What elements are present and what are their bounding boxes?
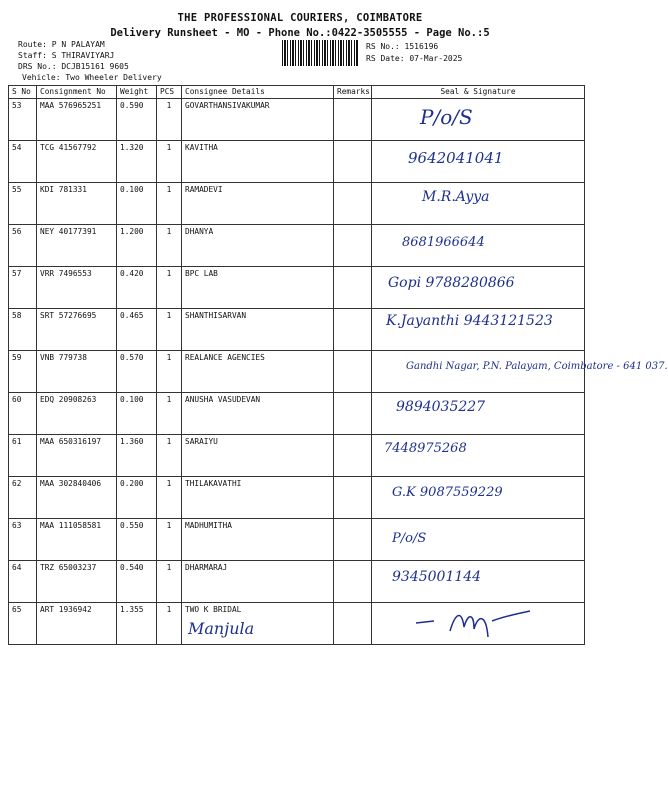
cell-text: TRZ 65003237: [40, 563, 97, 572]
cell-text: MAA 650316197: [40, 437, 102, 446]
col-consignee: Consignee Details: [182, 86, 334, 99]
signature-cell: [372, 561, 585, 603]
sno-cell: [9, 99, 37, 141]
sno-cell: [9, 183, 37, 225]
sno-cell: [9, 393, 37, 435]
consignment-cell: [37, 351, 117, 393]
sno-cell: [9, 435, 37, 477]
rs-number: RS No.: 1516196: [366, 42, 439, 51]
remarks-cell: [334, 99, 372, 141]
remarks-cell: [334, 183, 372, 225]
cell-text: 59: [12, 353, 22, 362]
consignee-cell: [182, 225, 334, 267]
remarks-cell: [334, 477, 372, 519]
consignment-cell: [37, 435, 117, 477]
cell-text: 0.100: [120, 395, 144, 404]
cell-text: 1: [166, 437, 172, 446]
cell-text: 65: [12, 605, 22, 614]
signature-cell: [372, 225, 585, 267]
remarks-cell: [334, 393, 372, 435]
cell-text: MAA 111058581: [40, 521, 102, 530]
table-row: [9, 435, 585, 477]
cell-text: 0.200: [120, 479, 144, 488]
cell-text: BPC LAB: [185, 269, 218, 278]
barcode: [282, 40, 358, 66]
consignment-cell: [37, 603, 117, 645]
handwritten-signature: 9642041041: [408, 149, 504, 167]
cell-text: 1: [166, 479, 172, 488]
consignee-cell: [182, 603, 334, 645]
rs-date: RS Date: 07-Mar-2025: [366, 54, 463, 63]
cell-text: 1.320: [120, 143, 144, 152]
pcs-cell: [157, 225, 182, 267]
consignee-cell: [182, 309, 334, 351]
pcs-cell: [157, 477, 182, 519]
cell-text: 0.590: [120, 101, 144, 110]
consignee-cell: [182, 393, 334, 435]
remarks-cell: [334, 225, 372, 267]
cell-text: 55: [12, 185, 22, 194]
handwritten-signature: M.R.Ayya: [422, 189, 490, 205]
staff-label: Staff: S THIRAVIYARJ: [18, 51, 115, 60]
signature-cell: [372, 267, 585, 309]
cell-text: 58: [12, 311, 22, 320]
handwritten-signature: Gandhi Nagar, P.N. Palayam, Coimbatore - 641 037.: [406, 361, 668, 372]
pcs-cell: [157, 351, 182, 393]
runsheet-title: Delivery Runsheet - MO - Phone No.:0422-3505555 - Page No.:5: [110, 27, 490, 39]
cell-text: 0.570: [120, 353, 144, 362]
signature-cell: [372, 183, 585, 225]
cell-text: 1: [166, 605, 172, 614]
table-row: [9, 393, 585, 435]
cell-text: 1.360: [120, 437, 144, 446]
pcs-cell: [157, 267, 182, 309]
weight-cell: [117, 477, 157, 519]
sno-cell: [9, 309, 37, 351]
cell-text: 1: [166, 185, 172, 194]
handwritten-signature: G.K 9087559229: [392, 485, 503, 500]
pcs-cell: [157, 561, 182, 603]
cell-text: ART 1936942: [40, 605, 92, 614]
weight-cell: [117, 603, 157, 645]
weight-cell: [117, 225, 157, 267]
cell-text: 61: [12, 437, 22, 446]
signature-cell: [372, 141, 585, 183]
weight-cell: [117, 183, 157, 225]
handwritten-signature: 8681966644: [402, 235, 485, 250]
handwritten-signature: K.Jayanthi 9443121523: [386, 313, 553, 329]
consignment-cell: [37, 225, 117, 267]
table-header-row: [9, 86, 585, 99]
remarks-cell: [334, 141, 372, 183]
consignee-cell: [182, 435, 334, 477]
cell-text: GOVARTHANSIVAKUMAR: [185, 101, 270, 110]
pcs-cell: [157, 603, 182, 645]
signature-cell: [372, 99, 585, 141]
weight-cell: [117, 393, 157, 435]
pcs-cell: [157, 99, 182, 141]
consignee-cell: [182, 477, 334, 519]
table-row: [9, 141, 585, 183]
cell-text: RAMADEVI: [185, 185, 223, 194]
cell-text: 0.100: [120, 185, 144, 194]
pcs-cell: [157, 183, 182, 225]
sno-cell: [9, 225, 37, 267]
cell-text: 1.200: [120, 227, 144, 236]
cell-text: 1: [166, 563, 172, 572]
company-name: THE PROFESSIONAL COURIERS, COIMBATORE: [177, 12, 423, 24]
cell-text: TWO K BRIDAL: [185, 605, 242, 614]
col-sno: S No: [9, 86, 37, 99]
cell-text: EDQ 20908263: [40, 395, 97, 404]
remarks-cell: [334, 309, 372, 351]
cell-text: NEY 40177391: [40, 227, 97, 236]
consignee-cell: [182, 99, 334, 141]
cell-text: 64: [12, 563, 22, 572]
remarks-cell: [334, 519, 372, 561]
col-remarks: Remarks: [334, 86, 372, 99]
cell-text: KDI 781331: [40, 185, 87, 194]
cell-text: 0.465: [120, 311, 144, 320]
weight-cell: [117, 351, 157, 393]
consignment-cell: [37, 477, 117, 519]
vehicle-label: Vehicle: Two Wheeler Delivery: [22, 73, 162, 82]
table-row: [9, 603, 585, 645]
pcs-cell: [157, 309, 182, 351]
handwritten-signature: 7448975268: [384, 441, 467, 456]
consignment-cell: [37, 519, 117, 561]
table-row: [9, 183, 585, 225]
cell-text: THILAKAVATHI: [185, 479, 242, 488]
cell-text: DHARMARAJ: [185, 563, 228, 572]
signature-cell: [372, 351, 668, 393]
weight-cell: [117, 267, 157, 309]
remarks-cell: [334, 351, 372, 393]
route-label: Route: P N PALAYAM: [18, 40, 105, 49]
cell-text: 53: [12, 101, 22, 110]
table-row: [9, 99, 585, 141]
cell-text: 60: [12, 395, 22, 404]
sno-cell: [9, 519, 37, 561]
consignee-cell: [182, 141, 334, 183]
table-row: [9, 309, 585, 351]
table-row: [9, 351, 585, 393]
cell-text: 1: [166, 143, 172, 152]
consignment-cell: [37, 99, 117, 141]
table-row: [9, 519, 585, 561]
sno-cell: [9, 141, 37, 183]
cell-text: KAVITHA: [185, 143, 218, 152]
drs-number: DRS No.: DCJB15161 9605: [18, 62, 129, 71]
sno-cell: [9, 603, 37, 645]
consignee-cell: [182, 519, 334, 561]
table-row: [9, 225, 585, 267]
cell-text: 57: [12, 269, 22, 278]
remarks-cell: [334, 435, 372, 477]
cell-text: 1: [166, 395, 172, 404]
handwritten-note: Manjula: [188, 619, 255, 638]
cell-text: VRR 7496553: [40, 269, 92, 278]
consignee-cell: [182, 351, 334, 393]
pcs-cell: [157, 435, 182, 477]
handwritten-signature: 9345001144: [392, 569, 482, 585]
weight-cell: [117, 519, 157, 561]
cell-text: 54: [12, 143, 22, 152]
cell-text: 1: [166, 521, 172, 530]
signature-cell: [372, 435, 585, 477]
weight-cell: [117, 99, 157, 141]
weight-cell: [117, 561, 157, 603]
cell-text: 0.540: [120, 563, 144, 572]
cell-text: 63: [12, 521, 22, 530]
cell-text: SRT 57276695: [40, 311, 97, 320]
table-row: [9, 267, 585, 309]
col-consignment: Consignment No: [37, 86, 117, 99]
weight-cell: [117, 435, 157, 477]
cell-text: DHANYA: [185, 227, 214, 236]
cell-text: 0.420: [120, 269, 144, 278]
handwritten-signature: 9894035227: [396, 399, 486, 415]
pcs-cell: [157, 519, 182, 561]
consignee-cell: [182, 561, 334, 603]
sno-cell: [9, 477, 37, 519]
col-pcs: PCS: [157, 86, 182, 99]
signature-scribble: [412, 607, 532, 637]
cell-text: 56: [12, 227, 22, 236]
cell-text: 1: [166, 311, 172, 320]
handwritten-signature: Gopi 9788280866: [388, 275, 515, 291]
table-row: [9, 477, 585, 519]
consignee-cell: [182, 183, 334, 225]
cell-text: MAA 576965251: [40, 101, 102, 110]
cell-text: ANUSHA VASUDEVAN: [185, 395, 261, 404]
consignment-cell: [37, 141, 117, 183]
weight-cell: [117, 309, 157, 351]
pcs-cell: [157, 141, 182, 183]
cell-text: 1: [166, 101, 172, 110]
consignment-cell: [37, 183, 117, 225]
consignee-cell: [182, 267, 334, 309]
cell-text: 1: [166, 353, 172, 362]
col-weight: Weight: [117, 86, 157, 99]
signature-cell: [372, 519, 585, 561]
sno-cell: [9, 561, 37, 603]
col-signature: Seal & Signature: [372, 86, 585, 99]
cell-text: REALANCE AGENCIES: [185, 353, 265, 362]
runsheet-table: [8, 85, 668, 645]
signature-cell: [372, 603, 585, 645]
cell-text: VNB 779738: [40, 353, 87, 362]
cell-text: 1: [166, 227, 172, 236]
remarks-cell: [334, 267, 372, 309]
signature-cell: [372, 477, 585, 519]
weight-cell: [117, 141, 157, 183]
cell-text: 1: [166, 269, 172, 278]
cell-text: SHANTHISARVAN: [185, 311, 247, 320]
consignment-cell: [37, 267, 117, 309]
sno-cell: [9, 351, 37, 393]
consignment-cell: [37, 309, 117, 351]
consignment-cell: [37, 393, 117, 435]
cell-text: TCG 41567792: [40, 143, 97, 152]
pcs-cell: [157, 393, 182, 435]
handwritten-signature: P/o/S: [420, 105, 473, 129]
sno-cell: [9, 267, 37, 309]
remarks-cell: [334, 603, 372, 645]
cell-text: 62: [12, 479, 22, 488]
cell-text: 1.355: [120, 605, 144, 614]
table-row: [9, 561, 585, 603]
cell-text: 0.550: [120, 521, 144, 530]
cell-text: SARAIYU: [185, 437, 218, 446]
remarks-cell: [334, 561, 372, 603]
signature-cell: [372, 393, 585, 435]
cell-text: MAA 302840406: [40, 479, 102, 488]
cell-text: MADHUMITHA: [185, 521, 232, 530]
signature-cell: [372, 309, 585, 351]
consignment-cell: [37, 561, 117, 603]
handwritten-signature: P/o/S: [392, 531, 427, 546]
